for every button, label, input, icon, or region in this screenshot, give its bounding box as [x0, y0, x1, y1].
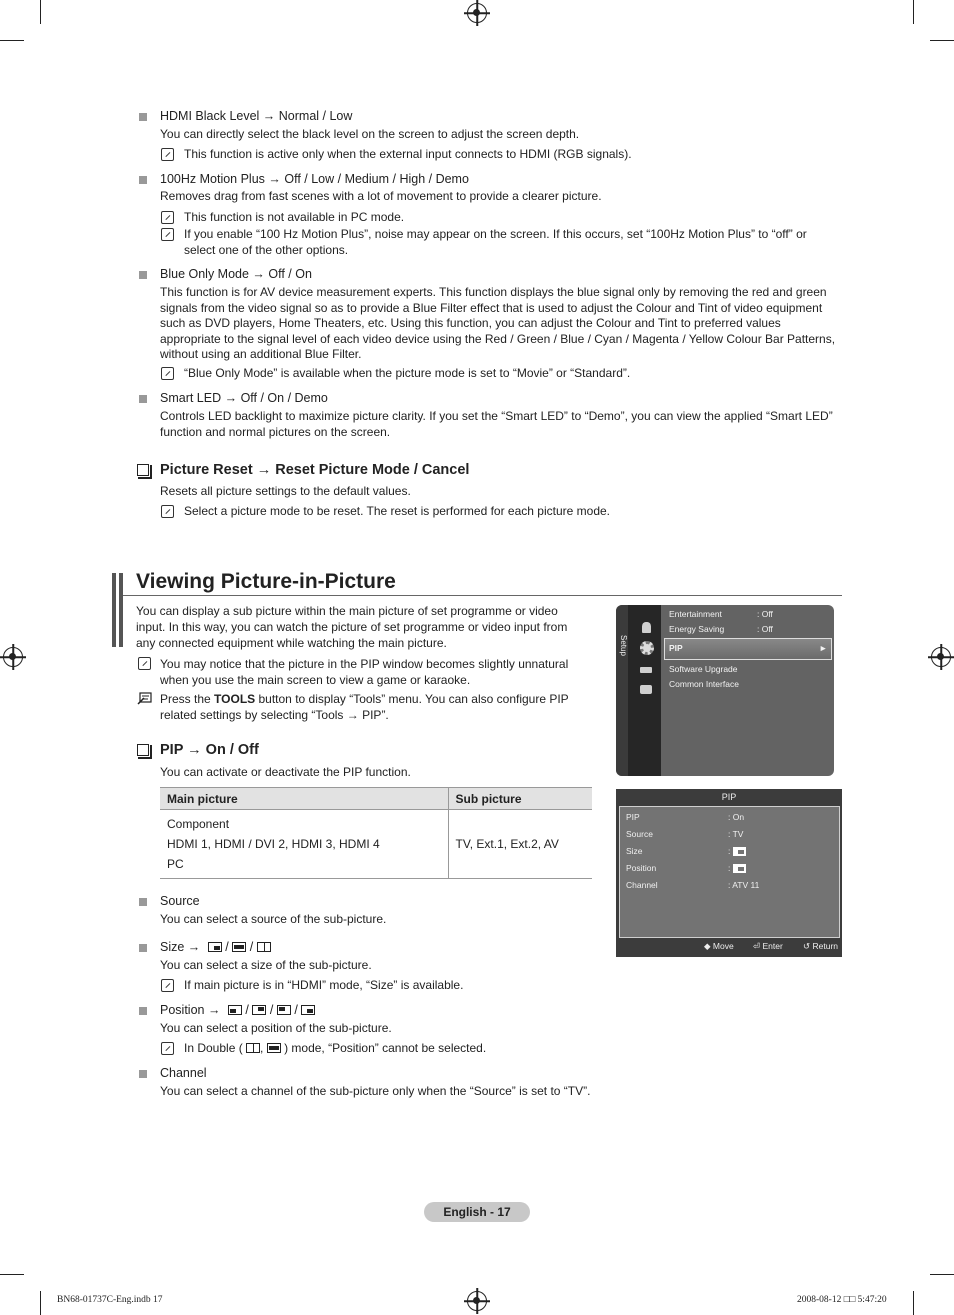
- motion-note-1: This function is not available in PC mode.: [184, 210, 405, 224]
- return-icon: ↺: [803, 941, 811, 951]
- table-cell-sub: TV, Ext.1, Ext.2, AV: [448, 810, 592, 879]
- pip-double-wide-icon: [232, 942, 246, 952]
- note-icon: [161, 979, 174, 992]
- pip-row-value: :: [728, 846, 731, 856]
- pip-row-label[interactable]: Position: [626, 863, 657, 873]
- pip-row-label[interactable]: PIP: [626, 812, 640, 822]
- pip-row-label[interactable]: Source: [626, 829, 653, 839]
- pip-heading: PIP → On / Off: [160, 742, 259, 758]
- smart-led-desc: Controls LED backlight to maximize picture clarity. If you set the “Smart LED” to “Demo”, you can view the applied “Smart LED” function and normal pictures on the screen.: [160, 409, 833, 439]
- position-title: Position → / / /: [160, 1003, 315, 1017]
- pip-double-icon: [246, 1043, 260, 1053]
- move-arrows-icon: ◆: [704, 941, 711, 951]
- bullet-square-icon: [139, 1007, 147, 1015]
- menu-item-value: : Off: [757, 624, 773, 634]
- section-bar: [119, 573, 123, 647]
- motion-plus-desc: Removes drag from fast scenes with a lot of movement to provide a clearer picture.: [160, 189, 602, 203]
- bullet-square-icon: [139, 1070, 147, 1078]
- source-title: Source: [160, 894, 200, 908]
- main-picture-line: Component: [167, 817, 230, 831]
- registration-mark-icon: [3, 647, 23, 667]
- hdmi-black-level-title: HDMI Black Level → Normal / Low: [160, 109, 353, 123]
- bullet-square-icon: [139, 395, 147, 403]
- note-icon: [161, 367, 174, 380]
- section-bar: [112, 573, 116, 647]
- motion-plus-title: 100Hz Motion Plus → Off / Low / Medium / High / Demo: [160, 172, 469, 186]
- blue-only-title: Blue Only Mode → Off / On: [160, 267, 312, 281]
- channel-title: Channel: [160, 1066, 207, 1080]
- source-desc: You can select a source of the sub-picture.: [160, 912, 387, 926]
- smart-led-title: Smart LED → Off / On / Demo: [160, 391, 328, 405]
- table-row: [160, 810, 592, 879]
- motion-note-2: If you enable “100 Hz Motion Plus”, noise may appear on the screen. If this occurs, set “100Hz Motion Plus” to “off” or select one of the other options.: [184, 227, 807, 257]
- pip-menu-panel: [619, 806, 840, 938]
- pip-note: You may notice that the picture in the PIP window becomes slightly unnatural when you use the main screen to view a game or karaoke.: [160, 657, 569, 687]
- move-hint: ◆ Move: [704, 941, 734, 951]
- blue-only-desc: This function is for AV device measurement experts. This function displays the blue signal only by removing the red and green signals from the video signal so as to provide a Blue Filter effect that is used to adjust the Colour and Tint of video equipment such as DVD players, Home Theaters, etc. Using this function, you can adjust the Colour and Tint to preferred values appropriate to the signal level of each video device using the Red / Green / Blue / Cyan / Magenta / Yellow Colour Bar Patterns, without using an additional Blue Filter.: [160, 285, 836, 361]
- pip-double-wide-icon: [267, 1043, 281, 1053]
- picture-reset-heading: Picture Reset → Reset Picture Mode / Cancel: [160, 462, 470, 478]
- table-cell-main: [160, 810, 448, 879]
- support-menu-icon: [640, 685, 652, 694]
- pip-row-value: : ATV 11: [728, 880, 760, 890]
- bullet-square-icon: [139, 944, 147, 952]
- pip-row-label[interactable]: Size: [626, 846, 643, 856]
- size-desc: You can select a size of the sub-picture.: [160, 958, 372, 972]
- crop-mark: [0, 40, 24, 41]
- size-title: Size → / /: [160, 940, 271, 954]
- main-picture-line: PC: [167, 857, 184, 871]
- pip-top-right-icon: [252, 1005, 266, 1015]
- crop-mark: [930, 40, 954, 41]
- date-slug: 2008-08-12 □□ 5:47:20: [797, 1295, 887, 1305]
- menu-item-label[interactable]: Common Interface: [669, 679, 739, 689]
- enter-hint: ⏎ Enter: [753, 941, 783, 951]
- pip-row-value: : On: [728, 812, 745, 822]
- pip-menu-title: PIP: [721, 792, 737, 802]
- tools-icon: [137, 692, 152, 705]
- menu-item-label[interactable]: Entertainment: [669, 609, 722, 619]
- pip-menu-screenshot: [616, 789, 842, 957]
- table-header: Sub picture: [448, 788, 592, 810]
- pip-desc: You can activate or deactivate the PIP function.: [160, 765, 411, 779]
- pip-row-value: :: [728, 863, 731, 873]
- tools-note: Press the TOOLS button to display “Tools” menu. You can also configure PIP related settings by selecting “Tools → PIP”.: [160, 692, 569, 722]
- picture-reset-desc: Resets all picture settings to the default values.: [160, 484, 411, 498]
- bullet-square-icon: [139, 271, 147, 279]
- registration-mark-icon: [931, 647, 951, 667]
- note-icon: [161, 148, 174, 161]
- menu-item-label[interactable]: Software Upgrade: [669, 664, 738, 674]
- registration-mark-icon: [467, 3, 487, 23]
- section-rule: [123, 595, 842, 596]
- crop-mark: [913, 1291, 914, 1315]
- bullet-square-icon: [139, 113, 147, 121]
- setup-tab-bar: [616, 605, 628, 776]
- note-icon: [161, 228, 174, 241]
- main-picture-line: HDMI 1, HDMI / DVI 2, HDMI 3, HDMI 4: [167, 837, 380, 851]
- size-note: If main picture is in “HDMI” mode, “Size” is available.: [184, 978, 464, 992]
- bullet-square-icon: [139, 898, 147, 906]
- pip-position-icon: [733, 864, 746, 873]
- pip-bottom-right-icon: [301, 1005, 315, 1015]
- crop-mark: [0, 1274, 24, 1275]
- picture-menu-icon: [642, 622, 651, 633]
- pip-bottom-left-icon: [228, 1005, 242, 1015]
- note-icon: [161, 1042, 174, 1055]
- blue-only-note: “Blue Only Mode” is available when the picture mode is set to “Movie” or “Standard”.: [184, 366, 631, 380]
- arrow-right-icon: ►: [819, 643, 828, 653]
- return-hint: ↺ Return: [803, 941, 839, 951]
- pip-row-label[interactable]: Channel: [626, 880, 658, 890]
- pip-source-table: [160, 787, 592, 879]
- registration-mark-icon: [467, 1291, 487, 1311]
- note-icon: [138, 657, 151, 670]
- crop-mark: [40, 0, 41, 24]
- bullet-square-icon: [139, 176, 147, 184]
- menu-item-label[interactable]: Energy Saving: [669, 624, 725, 634]
- hdmi-black-level-desc: You can directly select the black level on the screen to adjust the screen depth.: [160, 127, 580, 141]
- enter-icon: ⏎: [753, 941, 761, 951]
- picture-reset-note: Select a picture mode to be reset. The reset is performed for each picture mode.: [184, 504, 610, 518]
- input-menu-icon: [640, 667, 652, 673]
- section-title: Viewing Picture-in-Picture: [136, 570, 396, 593]
- setup-tab-label: Setup: [619, 635, 628, 656]
- pip-intro: You can display a sub picture within the main picture of set programme or video input. In this way, you can watch the picture of set programme or video input from any connected equipment while watching the main picture.: [136, 604, 568, 650]
- crop-mark: [40, 1291, 41, 1315]
- note-icon: [161, 505, 174, 518]
- checkbox-bullet-icon: [137, 464, 149, 476]
- gear-icon: [640, 641, 654, 655]
- pip-small-icon: [208, 942, 222, 952]
- note-icon: [161, 211, 174, 224]
- position-note: In Double ( , ) mode, “Position” cannot be selected.: [184, 1041, 487, 1055]
- menu-item-pip-selected[interactable]: [664, 638, 832, 660]
- table-header-row: [160, 788, 592, 810]
- pip-double-icon: [257, 942, 271, 952]
- menu-item-value: : Off: [757, 609, 773, 619]
- pip-top-left-icon: [277, 1005, 291, 1015]
- pip-size-icon: [733, 847, 746, 856]
- crop-mark: [913, 0, 914, 24]
- position-desc: You can select a position of the sub-picture.: [160, 1021, 392, 1035]
- table-header: Main picture: [160, 788, 448, 810]
- hdmi-note: This function is active only when the external input connects to HDMI (RGB signals).: [184, 147, 632, 161]
- channel-desc: You can select a channel of the sub-picture only when the “Source” is set to “TV”.: [160, 1084, 591, 1098]
- pip-row-value: : TV: [728, 829, 744, 839]
- page-number-badge: English - 17: [424, 1202, 530, 1222]
- crop-mark: [930, 1274, 954, 1275]
- menu-item-label: PIP: [669, 643, 683, 653]
- file-slug: BN68-01737C-Eng.indb 17: [57, 1295, 163, 1305]
- setup-menu-screenshot: [616, 605, 834, 776]
- checkbox-bullet-icon: [137, 744, 149, 756]
